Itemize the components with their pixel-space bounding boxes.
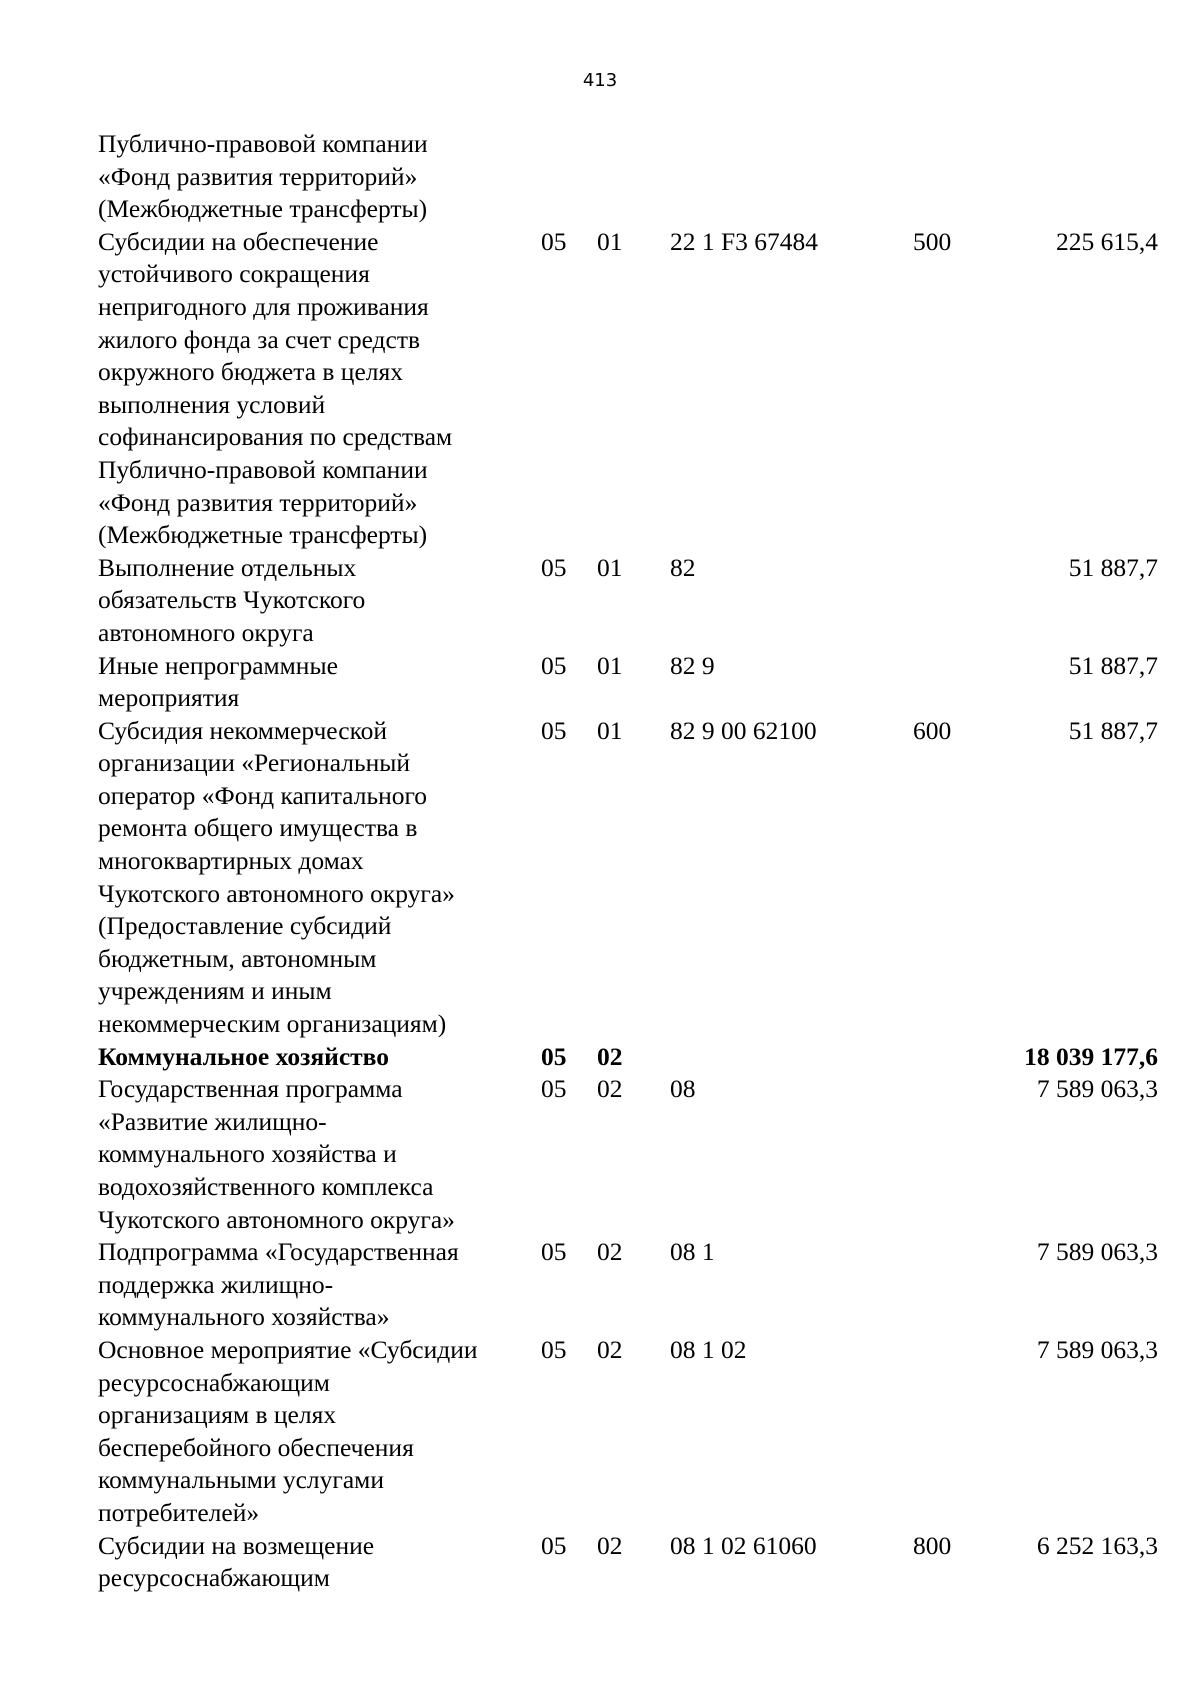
row-target-article: 82 9 00 62100 (670, 715, 817, 745)
row-section: 05 (541, 1530, 567, 1560)
row-subsection: 02 (597, 1074, 623, 1104)
row-amount: 51 887,7 (1068, 650, 1158, 680)
table-row (98, 650, 1158, 715)
row-amount: 7 589 063,3 (1036, 1074, 1158, 1104)
row-amount: 225 615,4 (1056, 226, 1158, 256)
row-expense-type: 600 (913, 715, 952, 745)
row-amount: 7 589 063,3 (1036, 1237, 1158, 1267)
row-target-article: 08 (670, 1074, 696, 1104)
row-amount: 7 589 063,3 (1036, 1334, 1158, 1364)
table-row (98, 1236, 1158, 1334)
row-amount: 51 887,7 (1068, 715, 1158, 745)
row-subsection: 01 (597, 650, 623, 680)
budget-table (98, 128, 1158, 1595)
row-subsection: 02 (597, 1334, 623, 1364)
table-row (98, 1073, 1158, 1236)
row-amount: 6 252 163,3 (1036, 1530, 1158, 1560)
table-row (98, 1041, 1158, 1074)
row-section: 05 (541, 226, 567, 256)
table-row (98, 226, 1158, 552)
row-target-article: 08 1 02 (670, 1334, 747, 1364)
row-section: 05 (541, 1334, 567, 1364)
row-name: Публично-правовой компании «Фонд развития территорий» (Межбюджетные трансферты) (98, 129, 428, 224)
row-subsection: 02 (597, 1041, 623, 1071)
row-section: 05 (541, 650, 567, 680)
row-section: 05 (541, 715, 567, 745)
row-name: Субсидия некоммерческой организации «Региональный оператор «Фонд капитального ремонта общего имущества в многоквартирных домах Чукотского автономного округа» (Предоставление субсидий бюджетным, автономным учреждениям и иным некоммерческим организациям) (98, 715, 455, 1039)
row-subsection: 01 (597, 715, 623, 745)
row-name: Коммунальное хозяйство (98, 1041, 390, 1071)
row-subsection: 02 (597, 1530, 623, 1560)
row-name: Основное мероприятие «Субсидии ресурсоснабжающим организациям в целях бесперебойного обеспечения коммунальными услугами потребителей» (98, 1334, 478, 1527)
table-row (98, 128, 1158, 226)
table-row (98, 1334, 1158, 1530)
row-name: Субсидии на возмещение ресурсоснабжающим (98, 1530, 375, 1593)
row-amount: 18 039 177,6 (1024, 1041, 1158, 1071)
row-target-article: 82 (670, 552, 696, 582)
row-target-article: 08 1 02 61060 (670, 1530, 817, 1560)
table-row (98, 715, 1158, 1041)
row-target-article: 22 1 F3 67484 (670, 226, 819, 256)
row-amount: 51 887,7 (1068, 552, 1158, 582)
row-subsection: 01 (597, 226, 623, 256)
row-target-article: 82 9 (670, 650, 715, 680)
row-target-article: 08 1 (670, 1237, 715, 1267)
row-subsection: 02 (597, 1237, 623, 1267)
row-name: Выполнение отдельных обязательств Чукотского автономного округа (98, 552, 366, 647)
row-expense-type: 500 (913, 226, 952, 256)
row-section: 05 (541, 1074, 567, 1104)
row-name: Иные непрограммные мероприятия (98, 650, 338, 713)
table-row (98, 552, 1158, 650)
row-section: 05 (541, 552, 567, 582)
row-name: Субсидии на обеспечение устойчивого сокращения непригодного для проживания жилого фонда за счет средств окружного бюджета в целях выполнения условий софинансирования по средствам Публично-правовой компании «Фонд развития территорий» (Межбюджетные трансферты) (98, 226, 453, 550)
row-section: 05 (541, 1041, 567, 1071)
row-name: Государственная программа «Развитие жилищно- коммунального хозяйства и водохозяйственного комплекса Чукотского автономного округа» (98, 1074, 455, 1234)
row-expense-type: 800 (913, 1530, 952, 1560)
table-row (98, 1530, 1158, 1595)
page-number: 413 (582, 70, 618, 91)
row-section: 05 (541, 1237, 567, 1267)
row-subsection: 01 (597, 552, 623, 582)
row-name: Подпрограмма «Государственная поддержка жилищно- коммунального хозяйства» (98, 1237, 459, 1332)
